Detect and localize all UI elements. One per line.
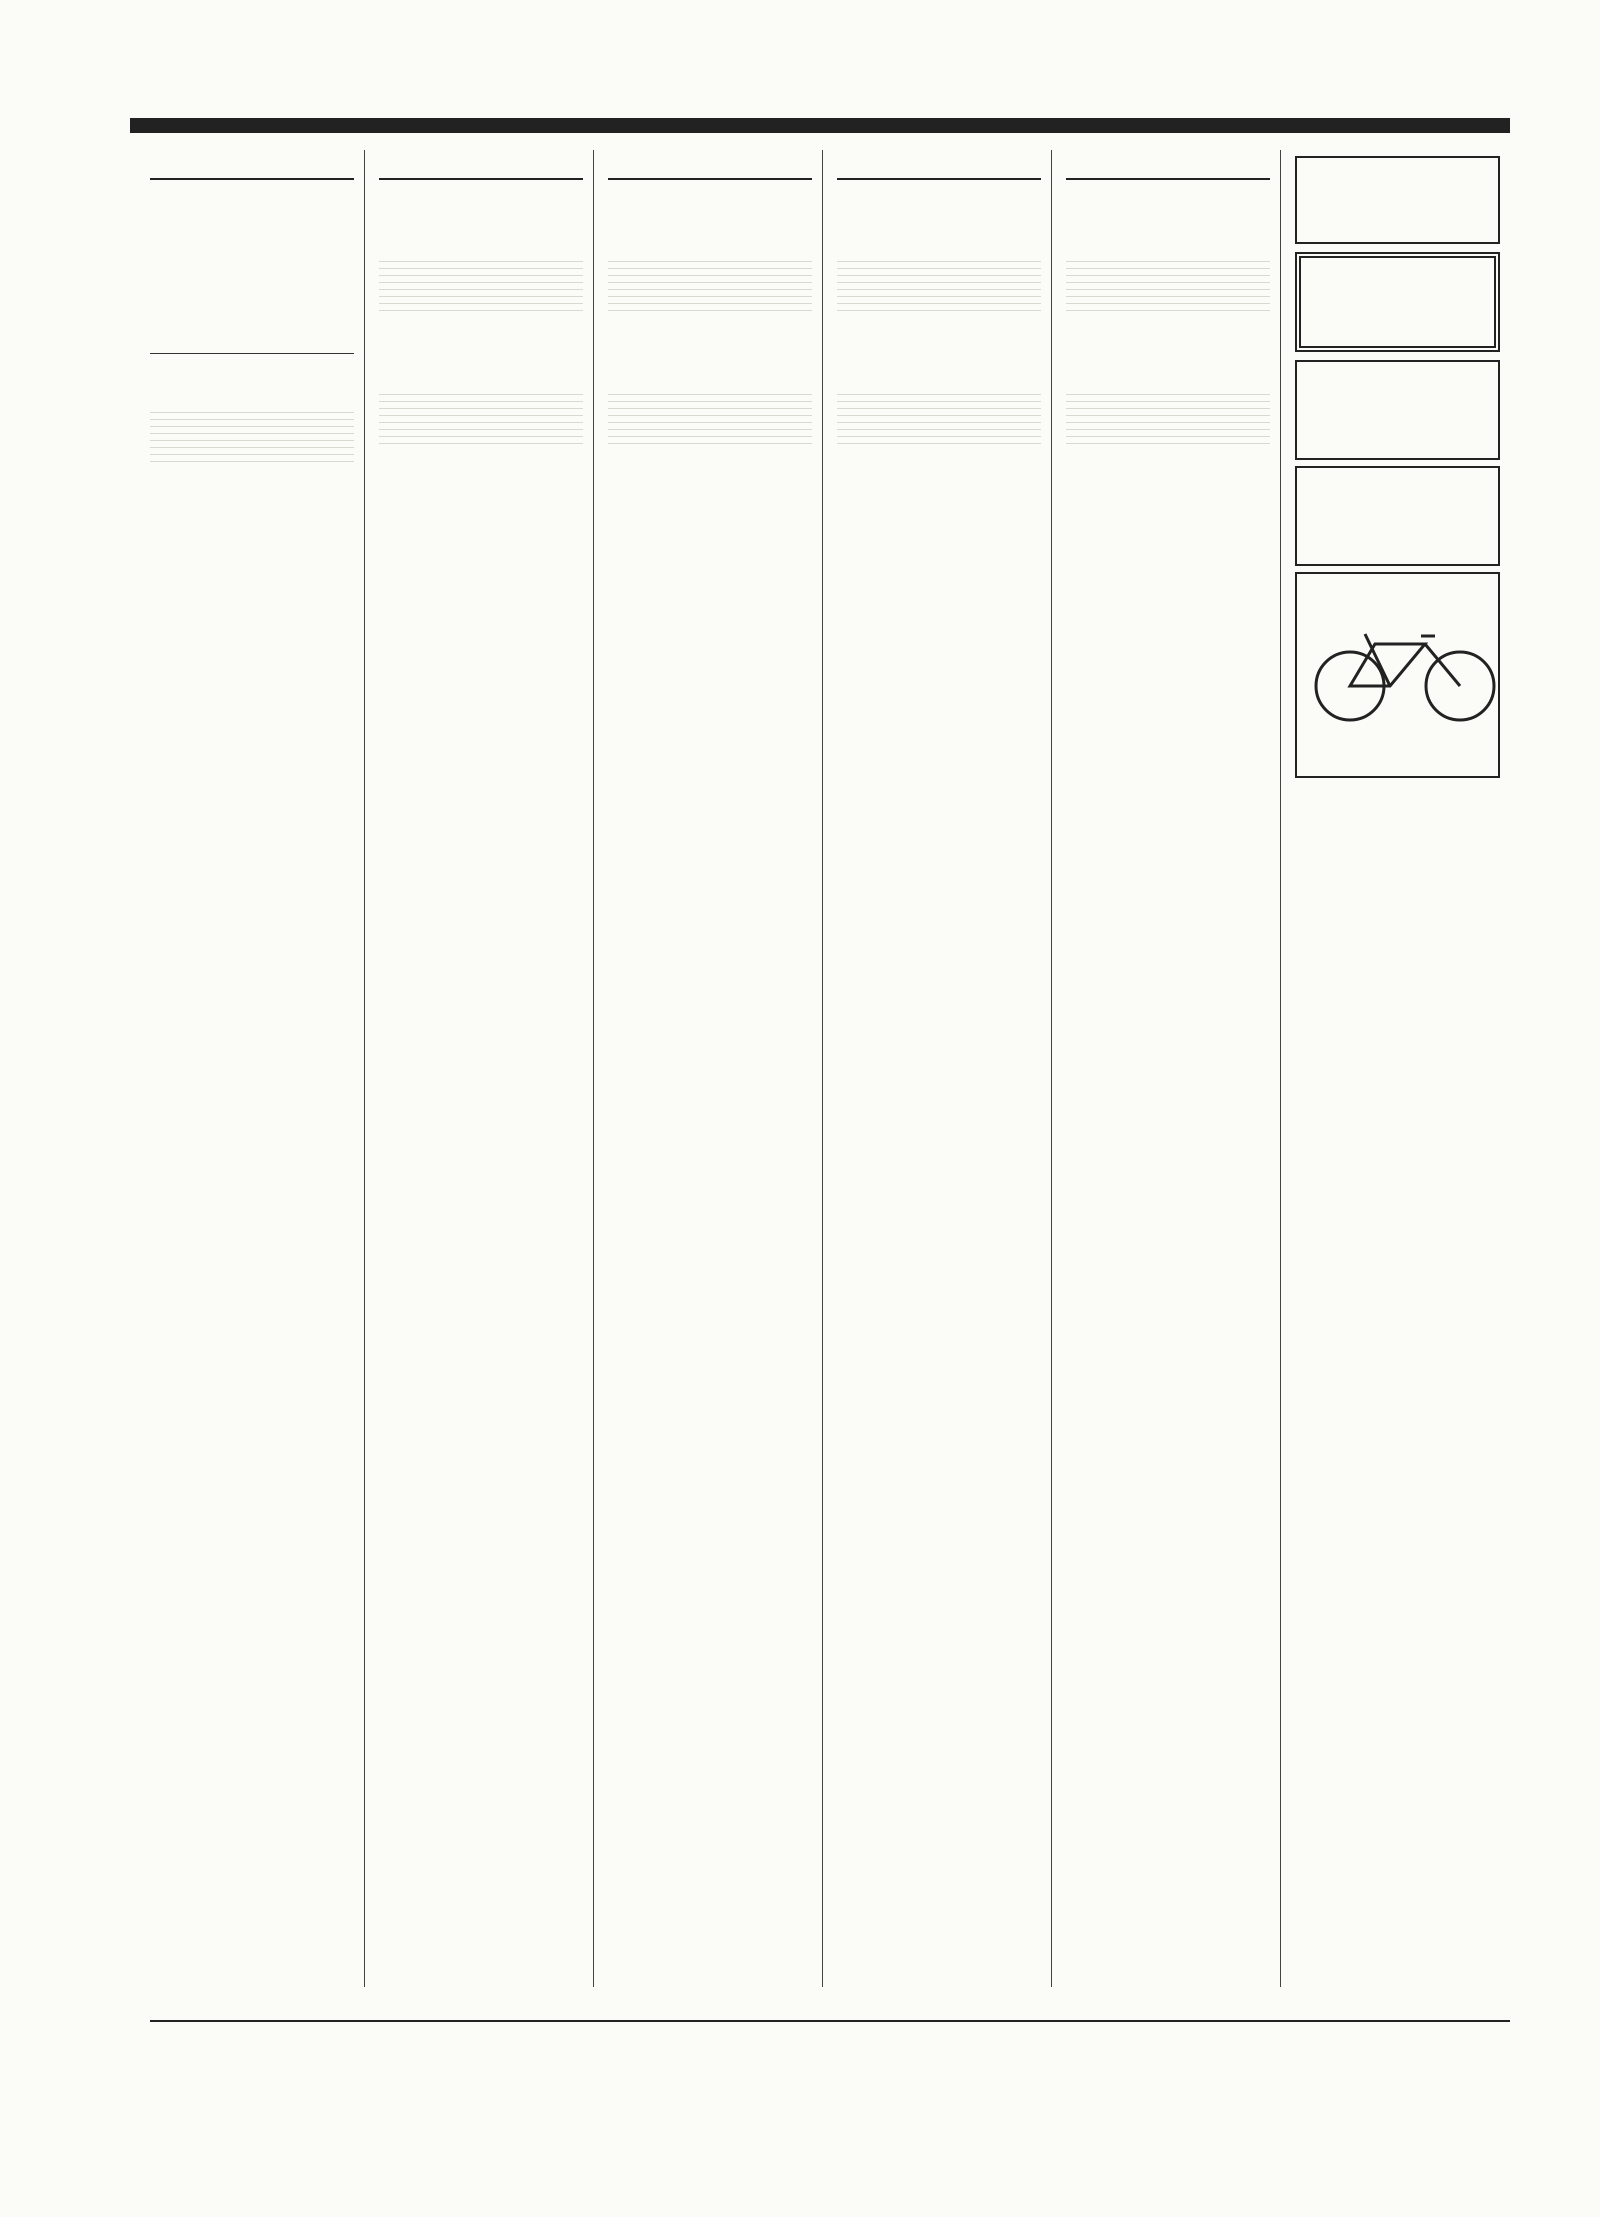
section-text <box>379 342 583 382</box>
exchange-day <box>150 188 354 205</box>
table-row <box>150 345 354 347</box>
section-heading <box>837 454 1041 471</box>
section-heading <box>379 321 583 338</box>
untranscribed-text-block <box>379 388 583 448</box>
column-grid <box>150 150 1510 1987</box>
untranscribed-text-block <box>1066 255 1270 315</box>
ad-line <box>1305 750 1490 765</box>
table-row <box>150 279 354 281</box>
section-text <box>608 209 812 249</box>
section-text <box>379 475 583 515</box>
untranscribed-text-block <box>1066 388 1270 448</box>
untranscribed-text-block <box>837 255 1041 315</box>
section-text <box>1066 342 1270 382</box>
ad-line <box>1305 432 1490 447</box>
ad-top <box>1295 156 1500 244</box>
column-article-3 <box>837 150 1052 1987</box>
bank-shares-table <box>150 232 354 242</box>
column-article-4 <box>1066 150 1281 1987</box>
column-advertisements <box>1295 150 1510 1987</box>
untranscribed-text-block <box>837 388 1041 448</box>
ad-framed <box>1295 252 1500 352</box>
column-article-2 <box>608 150 823 1987</box>
ad-line <box>1311 300 1484 315</box>
section-heading <box>379 188 583 205</box>
section-text <box>1066 209 1270 249</box>
section-heading <box>608 188 812 205</box>
table-row <box>150 312 354 314</box>
section-heading <box>837 321 1041 338</box>
column-title <box>379 150 583 180</box>
section-heading <box>1066 188 1270 205</box>
section-text <box>1066 475 1270 515</box>
untranscribed-text-block <box>150 406 354 466</box>
section-heading <box>608 321 812 338</box>
divider <box>150 353 354 354</box>
column-title <box>837 150 1041 180</box>
ad-line <box>1305 414 1490 429</box>
currency-price <box>252 312 354 314</box>
section-text <box>837 342 1041 382</box>
company-shares-table <box>150 269 354 281</box>
ad-line <box>1305 732 1490 747</box>
ad-title <box>1305 586 1490 610</box>
section-text <box>608 475 812 515</box>
masthead-rule <box>130 118 1510 133</box>
bank-shares-heading <box>150 211 354 228</box>
bill-name <box>150 345 252 347</box>
untranscribed-text-block <box>608 255 812 315</box>
ad-title <box>1305 374 1490 410</box>
section-heading <box>1066 454 1270 471</box>
exchange-body <box>150 360 354 400</box>
section-text <box>608 342 812 382</box>
section-heading <box>608 454 812 471</box>
share-price <box>252 240 354 242</box>
column-title <box>1066 150 1270 180</box>
section-text <box>837 475 1041 515</box>
ad-title <box>1311 272 1484 296</box>
currency-name <box>150 312 252 314</box>
ad-line <box>1305 198 1490 213</box>
ad-line <box>1305 538 1490 553</box>
ad-big-2 <box>1295 466 1500 566</box>
column-title <box>608 150 812 180</box>
ad-line <box>1311 318 1484 333</box>
bills-heading <box>150 320 354 337</box>
untranscribed-text-block <box>379 255 583 315</box>
company-shares-heading <box>150 248 354 265</box>
untranscribed-text-block <box>608 388 812 448</box>
section-text <box>837 209 1041 249</box>
currency-table <box>150 308 354 314</box>
section-heading <box>837 188 1041 205</box>
exchange-title <box>150 150 354 180</box>
footer-banner <box>150 2020 1510 2102</box>
ad-bicycle <box>1295 572 1500 778</box>
bicycle-icon <box>1305 616 1505 726</box>
section-text <box>379 209 583 249</box>
bill-price <box>252 345 354 347</box>
share-price <box>252 279 354 281</box>
ad-line <box>1305 216 1490 231</box>
section-heading <box>1066 321 1270 338</box>
ad-title <box>1305 480 1490 516</box>
ad-title <box>1305 170 1490 194</box>
ad-big-1 <box>1295 360 1500 460</box>
share-name <box>150 240 252 242</box>
bills-table <box>150 341 354 347</box>
section-heading <box>379 454 583 471</box>
currency-heading <box>150 287 354 304</box>
table-row <box>150 240 354 242</box>
ad-line <box>1305 520 1490 535</box>
column-exchange <box>150 150 365 1987</box>
share-name <box>150 279 252 281</box>
column-article-1 <box>379 150 594 1987</box>
